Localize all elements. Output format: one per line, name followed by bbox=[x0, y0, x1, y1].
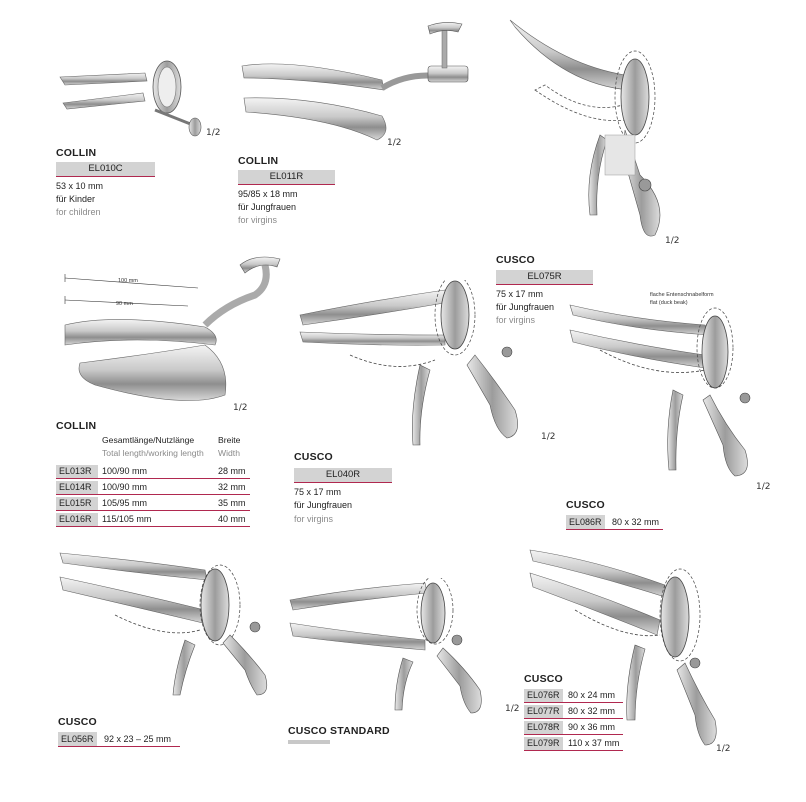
product-use-en: for children bbox=[56, 207, 101, 217]
row-width: 28 mm bbox=[218, 466, 246, 476]
product-title: CUSCO bbox=[524, 673, 563, 685]
table-header-width-en: Width bbox=[218, 448, 240, 458]
row-length: 100/90 mm bbox=[102, 482, 148, 492]
table-row bbox=[524, 705, 623, 719]
row-size: 110 x 37 mm bbox=[568, 738, 620, 748]
row-length: 115/105 mm bbox=[102, 514, 152, 524]
scale-label: 1/2 bbox=[756, 482, 771, 492]
product-title: COLLIN bbox=[56, 147, 97, 159]
product-code: EL086R bbox=[566, 515, 605, 529]
row-code: EL078R bbox=[524, 721, 563, 734]
table-row bbox=[524, 737, 623, 751]
product-use-de: für Jungfrauen bbox=[496, 302, 555, 312]
product-code: EL040R bbox=[294, 468, 392, 483]
scale-label: 1/2 bbox=[206, 128, 221, 138]
table-row bbox=[56, 465, 250, 479]
speculum-illustration bbox=[232, 18, 482, 146]
product-use-en: for virgins bbox=[294, 514, 334, 524]
product-use-en: for virgins bbox=[238, 215, 278, 225]
table-header-length: Gesamtlänge/Nutzlänge bbox=[102, 435, 195, 445]
speculum-illustration bbox=[285, 578, 495, 718]
row-width: 32 mm bbox=[218, 482, 246, 492]
scale-label: 1/2 bbox=[541, 432, 556, 442]
code-placeholder-bar bbox=[288, 740, 330, 744]
row-length: 105/95 mm bbox=[102, 498, 148, 508]
row-size: 80 x 32 mm bbox=[568, 706, 616, 716]
product-size: 80 x 32 mm bbox=[612, 517, 660, 527]
product-use-de: für Kinder bbox=[56, 194, 96, 204]
row-code: EL013R bbox=[56, 465, 98, 478]
product-code: EL075R bbox=[496, 270, 593, 285]
product-use-de: für Jungfrauen bbox=[238, 202, 297, 212]
product-size: 92 x 23 – 25 mm bbox=[104, 734, 172, 744]
product-title: CUSCO bbox=[58, 716, 97, 728]
speculum-illustration bbox=[55, 55, 215, 140]
row-code: EL014R bbox=[56, 481, 98, 494]
product-code: EL056R bbox=[58, 732, 97, 746]
row-length: 100/90 mm bbox=[102, 466, 148, 476]
product-size: 53 x 10 mm bbox=[56, 181, 104, 191]
product-title: COLLIN bbox=[238, 155, 279, 167]
product-use-de: für Jungfrauen bbox=[294, 500, 353, 510]
beak-note-de: flache Entenschnabelform bbox=[650, 292, 714, 298]
table-row bbox=[524, 689, 623, 703]
row-size: 90 x 36 mm bbox=[568, 722, 616, 732]
row-code: EL077R bbox=[524, 705, 563, 718]
row-code: EL076R bbox=[524, 689, 563, 702]
scale-label: 1/2 bbox=[665, 236, 680, 246]
speculum-illustration bbox=[505, 15, 690, 245]
product-size: 75 x 17 mm bbox=[294, 487, 342, 497]
product-size: 75 x 17 mm bbox=[496, 289, 544, 299]
product-code: EL011R bbox=[238, 170, 335, 185]
product-title: CUSCO bbox=[566, 499, 605, 511]
row-width: 40 mm bbox=[218, 514, 246, 524]
scale-label: 1/2 bbox=[233, 403, 248, 413]
row-code: EL016R bbox=[56, 513, 98, 526]
table-header-length-en: Total length/working length bbox=[102, 448, 204, 458]
dimension-total: 100 mm bbox=[118, 278, 138, 284]
speculum-illustration bbox=[55, 245, 295, 415]
row-code: EL079R bbox=[524, 737, 563, 750]
table-header-width: Breite bbox=[218, 435, 241, 445]
product-title: CUSCO STANDARD bbox=[288, 725, 390, 737]
row-code: EL015R bbox=[56, 497, 98, 510]
product-code: EL010C bbox=[56, 162, 155, 177]
table-row bbox=[524, 721, 623, 735]
speculum-illustration bbox=[295, 280, 545, 455]
table-row bbox=[56, 513, 250, 527]
product-title: CUSCO bbox=[496, 254, 535, 266]
row-width: 35 mm bbox=[218, 498, 246, 508]
product-size: 95/85 x 18 mm bbox=[238, 189, 298, 199]
scale-label: 1/2 bbox=[505, 704, 520, 714]
table-row bbox=[56, 497, 250, 511]
product-title: COLLIN bbox=[56, 420, 97, 432]
product-title: CUSCO bbox=[294, 451, 333, 463]
dimension-working: 90 mm bbox=[116, 301, 133, 307]
product-row bbox=[566, 515, 663, 530]
scale-label: 1/2 bbox=[387, 138, 402, 148]
row-size: 80 x 24 mm bbox=[568, 690, 616, 700]
table-row bbox=[56, 481, 250, 495]
speculum-illustration bbox=[565, 290, 775, 490]
product-use-en: for virgins bbox=[496, 315, 536, 325]
beak-note-en: flat (duck beak) bbox=[650, 300, 688, 306]
product-row bbox=[58, 732, 180, 747]
scale-label: 1/2 bbox=[716, 744, 731, 754]
speculum-illustration bbox=[55, 545, 275, 710]
